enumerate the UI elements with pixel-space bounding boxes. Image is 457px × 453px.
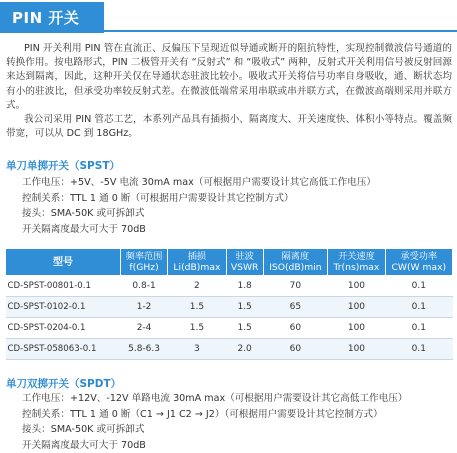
intro-paragraph-1: PIN 开关利用 PIN 管在直流正、反偏压下呈现近似导通或断开的阻抗特性，实现控制微波信号通道的转换作用。按电路形式，PIN 二极管开关有 “反射式” 和 “吸收式” 两种，反射式开关利用信号被反射回源来达到隔离，因此，这种开关仅在导通状态驻波比较小。吸收式开关将信号功率自身吸收，通、断状态均有小的驻波比，但承受功率较反射式差。在微波低端常采用串联或串并联方式，在微波高端则采用并联方式。 [6, 43, 452, 111]
table-header-row [6, 249, 453, 276]
column-header-switch-speed: 开关速度 Tr(ns)max [328, 249, 385, 276]
cell-vswr: 1.8 [226, 276, 263, 297]
cell-model: CD-SPST-0102-0.1 [6, 297, 121, 318]
page-header [0, 0, 457, 36]
table-row [6, 297, 453, 318]
cell-vswr: 1.5 [226, 318, 263, 339]
cell-switch-speed: 100 [328, 276, 385, 297]
column-header-model: 型号 [6, 249, 121, 276]
spdt-spec-list [22, 391, 407, 453]
spdt-spec-control: 控制关系：TTL 1 通 0 断（C1 → J1 C2 → J2）（可根据用户需要设计其它控制方式） [22, 408, 383, 420]
cell-model: CD-SPST-00801-0.1 [6, 276, 121, 297]
cell-power: 0.1 [385, 339, 452, 360]
spst-model-table [5, 248, 453, 360]
table-row [6, 276, 453, 297]
spst-spec-connector: 接头：SMA-50K 或可拆卸式 [22, 208, 145, 220]
cell-vswr: 2.0 [226, 339, 263, 360]
intro-text [6, 42, 452, 141]
column-header-frequency: 频率范围 f(GHz) [121, 249, 168, 276]
cell-model: CD-SPST-0204-0.1 [6, 318, 121, 339]
cell-frequency: 1-2 [121, 297, 168, 318]
spst-section-title: 单刀单掷开关（SPST） [6, 160, 120, 172]
cell-switch-speed: 100 [328, 297, 385, 318]
cell-frequency: 5.8-6.3 [121, 339, 168, 360]
cell-insertion-loss: 2 [168, 276, 227, 297]
cell-model: CD-SPST-058063-0.1 [6, 339, 121, 360]
spst-spec-isolation: 开关隔离度最大可大于 70dB [22, 223, 146, 235]
spdt-spec-voltage: 工作电压：+12V、-12V 单路电流 30mA max（可根据用户需要设计其它高低工作电压） [22, 393, 408, 404]
cell-vswr: 1.5 [226, 297, 263, 318]
column-header-power: 承受功率 CW(W max) [385, 249, 452, 276]
cell-isolation: 60 [263, 318, 328, 339]
page-title: PIN 开关 [12, 9, 80, 27]
cell-frequency: 0.8-1 [121, 276, 168, 297]
cell-switch-speed: 100 [328, 318, 385, 339]
cell-insertion-loss: 1.5 [168, 318, 227, 339]
spdt-section-title: 单刀双掷开关（SPDT） [6, 378, 122, 390]
spst-spec-list [22, 175, 376, 237]
header-rule [104, 30, 457, 32]
intro-paragraph-2: 我公司采用 PIN 管芯工艺，本系列产品具有插损小、隔离度大、开关速度快、体积小等特点。覆盖频带宽，可以从 DC 到 18GHz。 [6, 114, 452, 140]
cell-isolation: 70 [263, 276, 328, 297]
cell-switch-speed: 100 [328, 339, 385, 360]
cell-power: 0.1 [385, 318, 452, 339]
column-header-vswr: 驻波 VSWR [226, 249, 263, 276]
spdt-spec-isolation: 开关隔离度最大可大于 70dB [22, 439, 146, 451]
cell-power: 0.1 [385, 297, 452, 318]
cell-insertion-loss: 3 [168, 339, 227, 360]
cell-frequency: 2-4 [121, 318, 168, 339]
spst-spec-voltage: 工作电压：+5V、-5V 电流 30mA max（可根据用户需要设计其它高低工作电压） [22, 177, 377, 188]
table-row [6, 339, 453, 360]
cell-power: 0.1 [385, 276, 452, 297]
cell-isolation: 60 [263, 339, 328, 360]
table-row [6, 318, 453, 339]
spdt-spec-connector: 接头：SMA-50K 或可拆卸式 [22, 424, 145, 436]
column-header-insertion-loss: 插损 Li(dB)max [168, 249, 227, 276]
cell-isolation: 65 [263, 297, 328, 318]
spst-spec-control: 控制关系：TTL 1 通 0 断（可根据用户需要设计其它控制方式） [22, 192, 294, 204]
cell-insertion-loss: 1.5 [168, 297, 227, 318]
column-header-isolation: 隔离度 ISO(dB)min [263, 249, 328, 276]
